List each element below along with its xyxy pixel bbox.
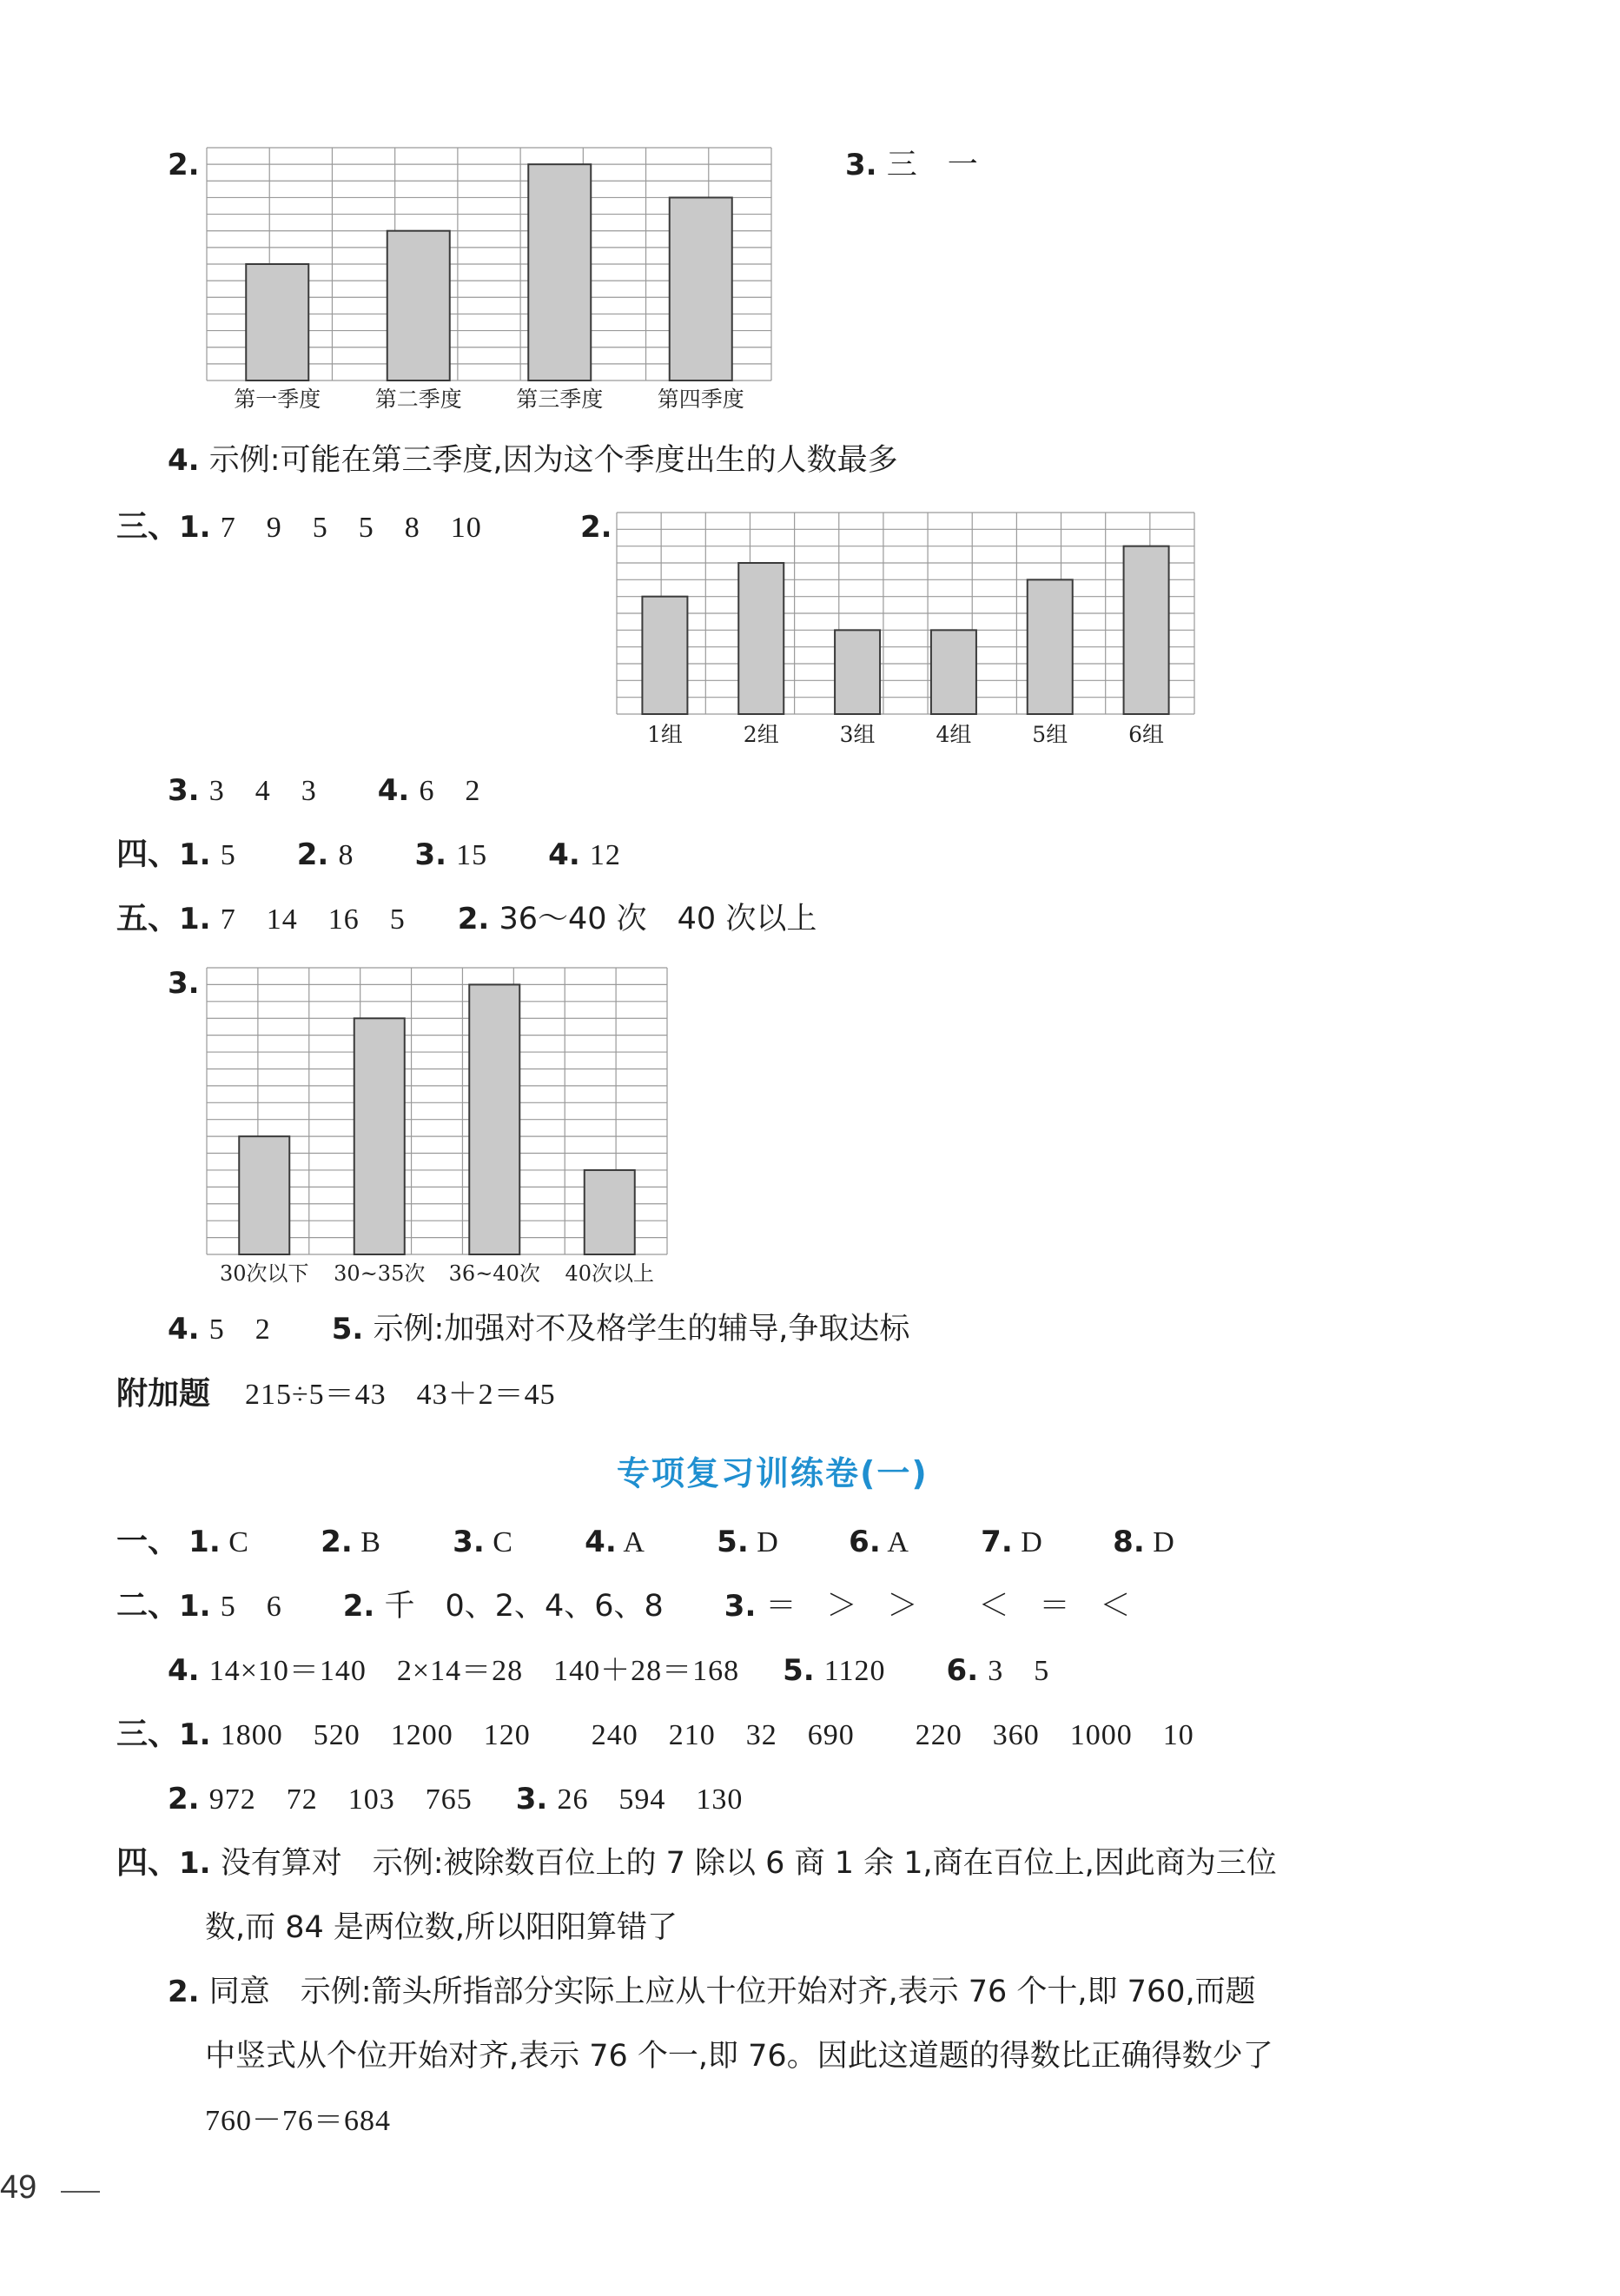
chart-bar bbox=[246, 264, 308, 380]
chart-bar bbox=[528, 164, 591, 380]
p1-item-number: 5. bbox=[717, 1525, 749, 1559]
x-tick-label: 第二季度 bbox=[374, 387, 462, 412]
chart-bar bbox=[387, 231, 450, 380]
q4-answer: 4. 示例:可能在第三季度,因为这个季度出生的人数最多 bbox=[168, 443, 898, 478]
x-tick-label: 30~35次 bbox=[334, 1261, 426, 1286]
p4-q1-line2: 数,而 84 是两位数,所以阳阳算错了 bbox=[205, 1910, 678, 1945]
x-tick-label: 40次以上 bbox=[565, 1261, 655, 1286]
p1-item-number: 6. bbox=[849, 1525, 881, 1559]
p4-q2-line3: 760－76＝684 bbox=[205, 2105, 391, 2137]
p1-answers: 一、 1. C 2. B 3. C 4. A 5. D 6. A 7. D 8. D bbox=[116, 1523, 1175, 1562]
x-tick-label: 1组 bbox=[646, 722, 683, 747]
chart-bar bbox=[469, 984, 519, 1254]
x-tick-label: 第四季度 bbox=[657, 387, 744, 412]
p1-item-answer: D bbox=[1144, 1526, 1175, 1558]
chart-grid bbox=[617, 513, 1194, 714]
chart-bar bbox=[670, 197, 732, 380]
x-tick-label: 第一季度 bbox=[234, 387, 321, 412]
p1-item-number: 3. bbox=[453, 1525, 485, 1559]
p1-item-number: 1. bbox=[188, 1525, 221, 1559]
jump-rope-bar-chart bbox=[205, 966, 674, 1292]
s5-q1-q2: 五、1. 7 14 16 5 2. 36～40 次 40 次以上 bbox=[116, 901, 817, 936]
extra-question: 附加题 215÷5＝43 43＋2＝45 bbox=[116, 1376, 556, 1412]
x-tick-label: 3组 bbox=[839, 722, 876, 747]
x-tick-label: 5组 bbox=[1032, 722, 1068, 747]
p1-item bbox=[188, 1523, 321, 1562]
p1-item bbox=[453, 1523, 585, 1562]
p1-item-answer: C bbox=[484, 1526, 513, 1558]
p1-item-answer: A bbox=[880, 1526, 909, 1558]
p1-item-answer: C bbox=[220, 1526, 249, 1558]
p1-item-answer: B bbox=[352, 1526, 381, 1558]
chart-bar bbox=[1028, 579, 1073, 714]
page-number-rule bbox=[61, 2191, 100, 2193]
section-title: 专项复习训练卷(一) bbox=[617, 1454, 929, 1492]
p3-row2: 2. 972 72 103 765 3. 26 594 130 bbox=[168, 1782, 744, 1816]
s3-q3-q4: 3. 3 4 3 4. 6 2 bbox=[168, 773, 481, 808]
chart-bar bbox=[835, 630, 880, 714]
page-number: 49 bbox=[0, 2169, 37, 2206]
p1-item bbox=[1113, 1523, 1175, 1562]
s3-q1: 三、1. 7 9 5 5 8 10 bbox=[116, 509, 482, 545]
p1-item-number: 7. bbox=[981, 1525, 1013, 1559]
p4-q1-line1: 四、1. 没有算对 示例:被除数百位上的 7 除以 6 商 1 余 1,商在百位上,因此商为三位 bbox=[116, 1845, 1277, 1881]
p1-item-number: 8. bbox=[1113, 1525, 1145, 1559]
x-tick-label: 第三季度 bbox=[516, 387, 604, 412]
s3-q2-label: 2. bbox=[580, 510, 612, 545]
chart-bar bbox=[642, 597, 687, 714]
p2-row2: 4. 14×10＝140 2×14＝28 140＋28＝168 5. 1120 6. 3 5 bbox=[168, 1653, 1050, 1688]
p3-row1: 三、1. 1800 520 1200 120 240 210 32 690 220 360 1000 10 bbox=[116, 1717, 1194, 1752]
p1-item bbox=[321, 1523, 453, 1562]
p1-item-answer: D bbox=[1012, 1526, 1043, 1558]
p1-item bbox=[717, 1523, 849, 1562]
x-tick-label: 6组 bbox=[1128, 722, 1165, 747]
q2-label: 2. bbox=[168, 148, 200, 182]
p4-q2-line2: 中竖式从个位开始对齐,表示 76 个一,即 76。因此这道题的得数比正确得数少了 bbox=[205, 2039, 1273, 2074]
p1-item bbox=[585, 1523, 717, 1562]
p2-row1: 二、1. 5 6 2. 千 0、2、4、6、8 3. ＝ ＞ ＞ ＜ ＝ ＜ bbox=[116, 1588, 1131, 1624]
q3-answer: 3. 三 一 bbox=[845, 148, 978, 182]
p1-item-answer: A bbox=[616, 1526, 645, 1558]
x-tick-label: 4组 bbox=[936, 722, 972, 747]
x-tick-label: 30次以下 bbox=[219, 1261, 309, 1286]
x-tick-label: 36~40次 bbox=[448, 1261, 540, 1286]
s5-q3-label: 3. bbox=[168, 966, 200, 1001]
group-bar-chart bbox=[615, 511, 1197, 754]
p1-item-answer: D bbox=[748, 1526, 779, 1558]
chart-bar bbox=[1124, 546, 1169, 714]
p1-item-number: 4. bbox=[585, 1525, 617, 1559]
chart-bar bbox=[738, 563, 784, 714]
p1-item bbox=[849, 1523, 981, 1562]
s4-answers: 四、1. 5 2. 8 3. 15 4. 12 bbox=[116, 837, 621, 872]
chart-bar bbox=[585, 1170, 635, 1254]
s5-q4-q5: 4. 5 2 5. 示例:加强对不及格学生的辅导,争取达标 bbox=[168, 1312, 910, 1347]
p1-item-number: 2. bbox=[321, 1525, 353, 1559]
p1-item bbox=[981, 1523, 1113, 1562]
chart-bar bbox=[239, 1136, 289, 1254]
p4-q2-line1: 2. 同意 示例:箭头所指部分实际上应从十位开始对齐,表示 76 个十,即 760,而题 bbox=[168, 1975, 1256, 2009]
p1-list bbox=[188, 1525, 1175, 1559]
chart-bar bbox=[931, 630, 976, 714]
chart-bar bbox=[354, 1018, 405, 1254]
quarter-bar-chart bbox=[205, 146, 778, 424]
x-tick-label: 2组 bbox=[743, 722, 779, 747]
